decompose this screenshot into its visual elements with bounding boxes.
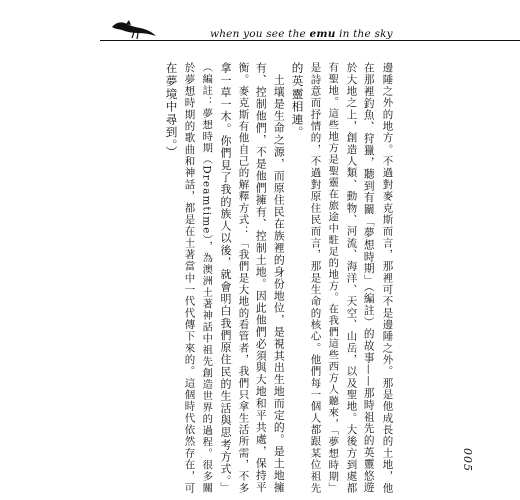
text-column: 於夢想時期的歌曲和神話，都是在土著當中一代代傳下來的。這個時代依然存在，可 bbox=[182, 62, 195, 494]
text-column: （編註：夢想時期（Dreamtime），為澳洲土著神話中祖先創造世界的過程。很多關 bbox=[200, 62, 213, 494]
running-title-suffix: in the sky bbox=[335, 28, 393, 40]
text-column: 拿一草一木。你們見了我的族人以後，就會明白我們原住民的生活與思考方式。」 bbox=[218, 62, 232, 494]
header-rule bbox=[100, 40, 520, 41]
emu-bird-icon bbox=[110, 18, 158, 40]
text-column: 衡。麥克斯有他自己的解釋方式：「我們是大地的看管者，我們只拿生活所需，不多 bbox=[236, 62, 249, 494]
text-column: 於大地之上，創造人類、動物、河流、海洋、天空、山岳，以及聖地。大後方到處都 bbox=[344, 62, 357, 494]
running-title-prefix: when you see the bbox=[210, 28, 310, 40]
running-title bbox=[210, 28, 393, 40]
text-column: 是詩意而抒情的，不過對原住民而言，那是生命的核心。他們每一個人都跟某位祖先 bbox=[308, 62, 321, 494]
running-title-emphasis: emu bbox=[309, 28, 336, 40]
text-column: 在夢境中尋到。） bbox=[164, 62, 179, 159]
text-column: 的英靈相連。 bbox=[290, 62, 305, 139]
text-column: 有、控制他們，不是他們擁有、控制土地。因此他們必須與大地和平共處，保持平 bbox=[254, 62, 268, 494]
text-column: 土壤是生命之源，而原住民在族裡的身份地位，是視其出生地而定的。是土地擁 bbox=[272, 62, 286, 494]
text-column: 在那裡釣魚、狩獵，聽到有關「夢想時期」（編註）的故事——那時祖先的英靈悠遊 bbox=[362, 62, 376, 494]
text-column: 邊陲之外的地方。不過對麥克斯而言，那裡可不是邊陲之外。那是他成長的土地，他 bbox=[380, 62, 393, 494]
text-column: 有聖地。這些地方是聖靈在旅途中駐足的地方。在我們這些西方人聽來，「夢想時期」 bbox=[326, 62, 339, 494]
page-number: 005 bbox=[461, 448, 474, 472]
